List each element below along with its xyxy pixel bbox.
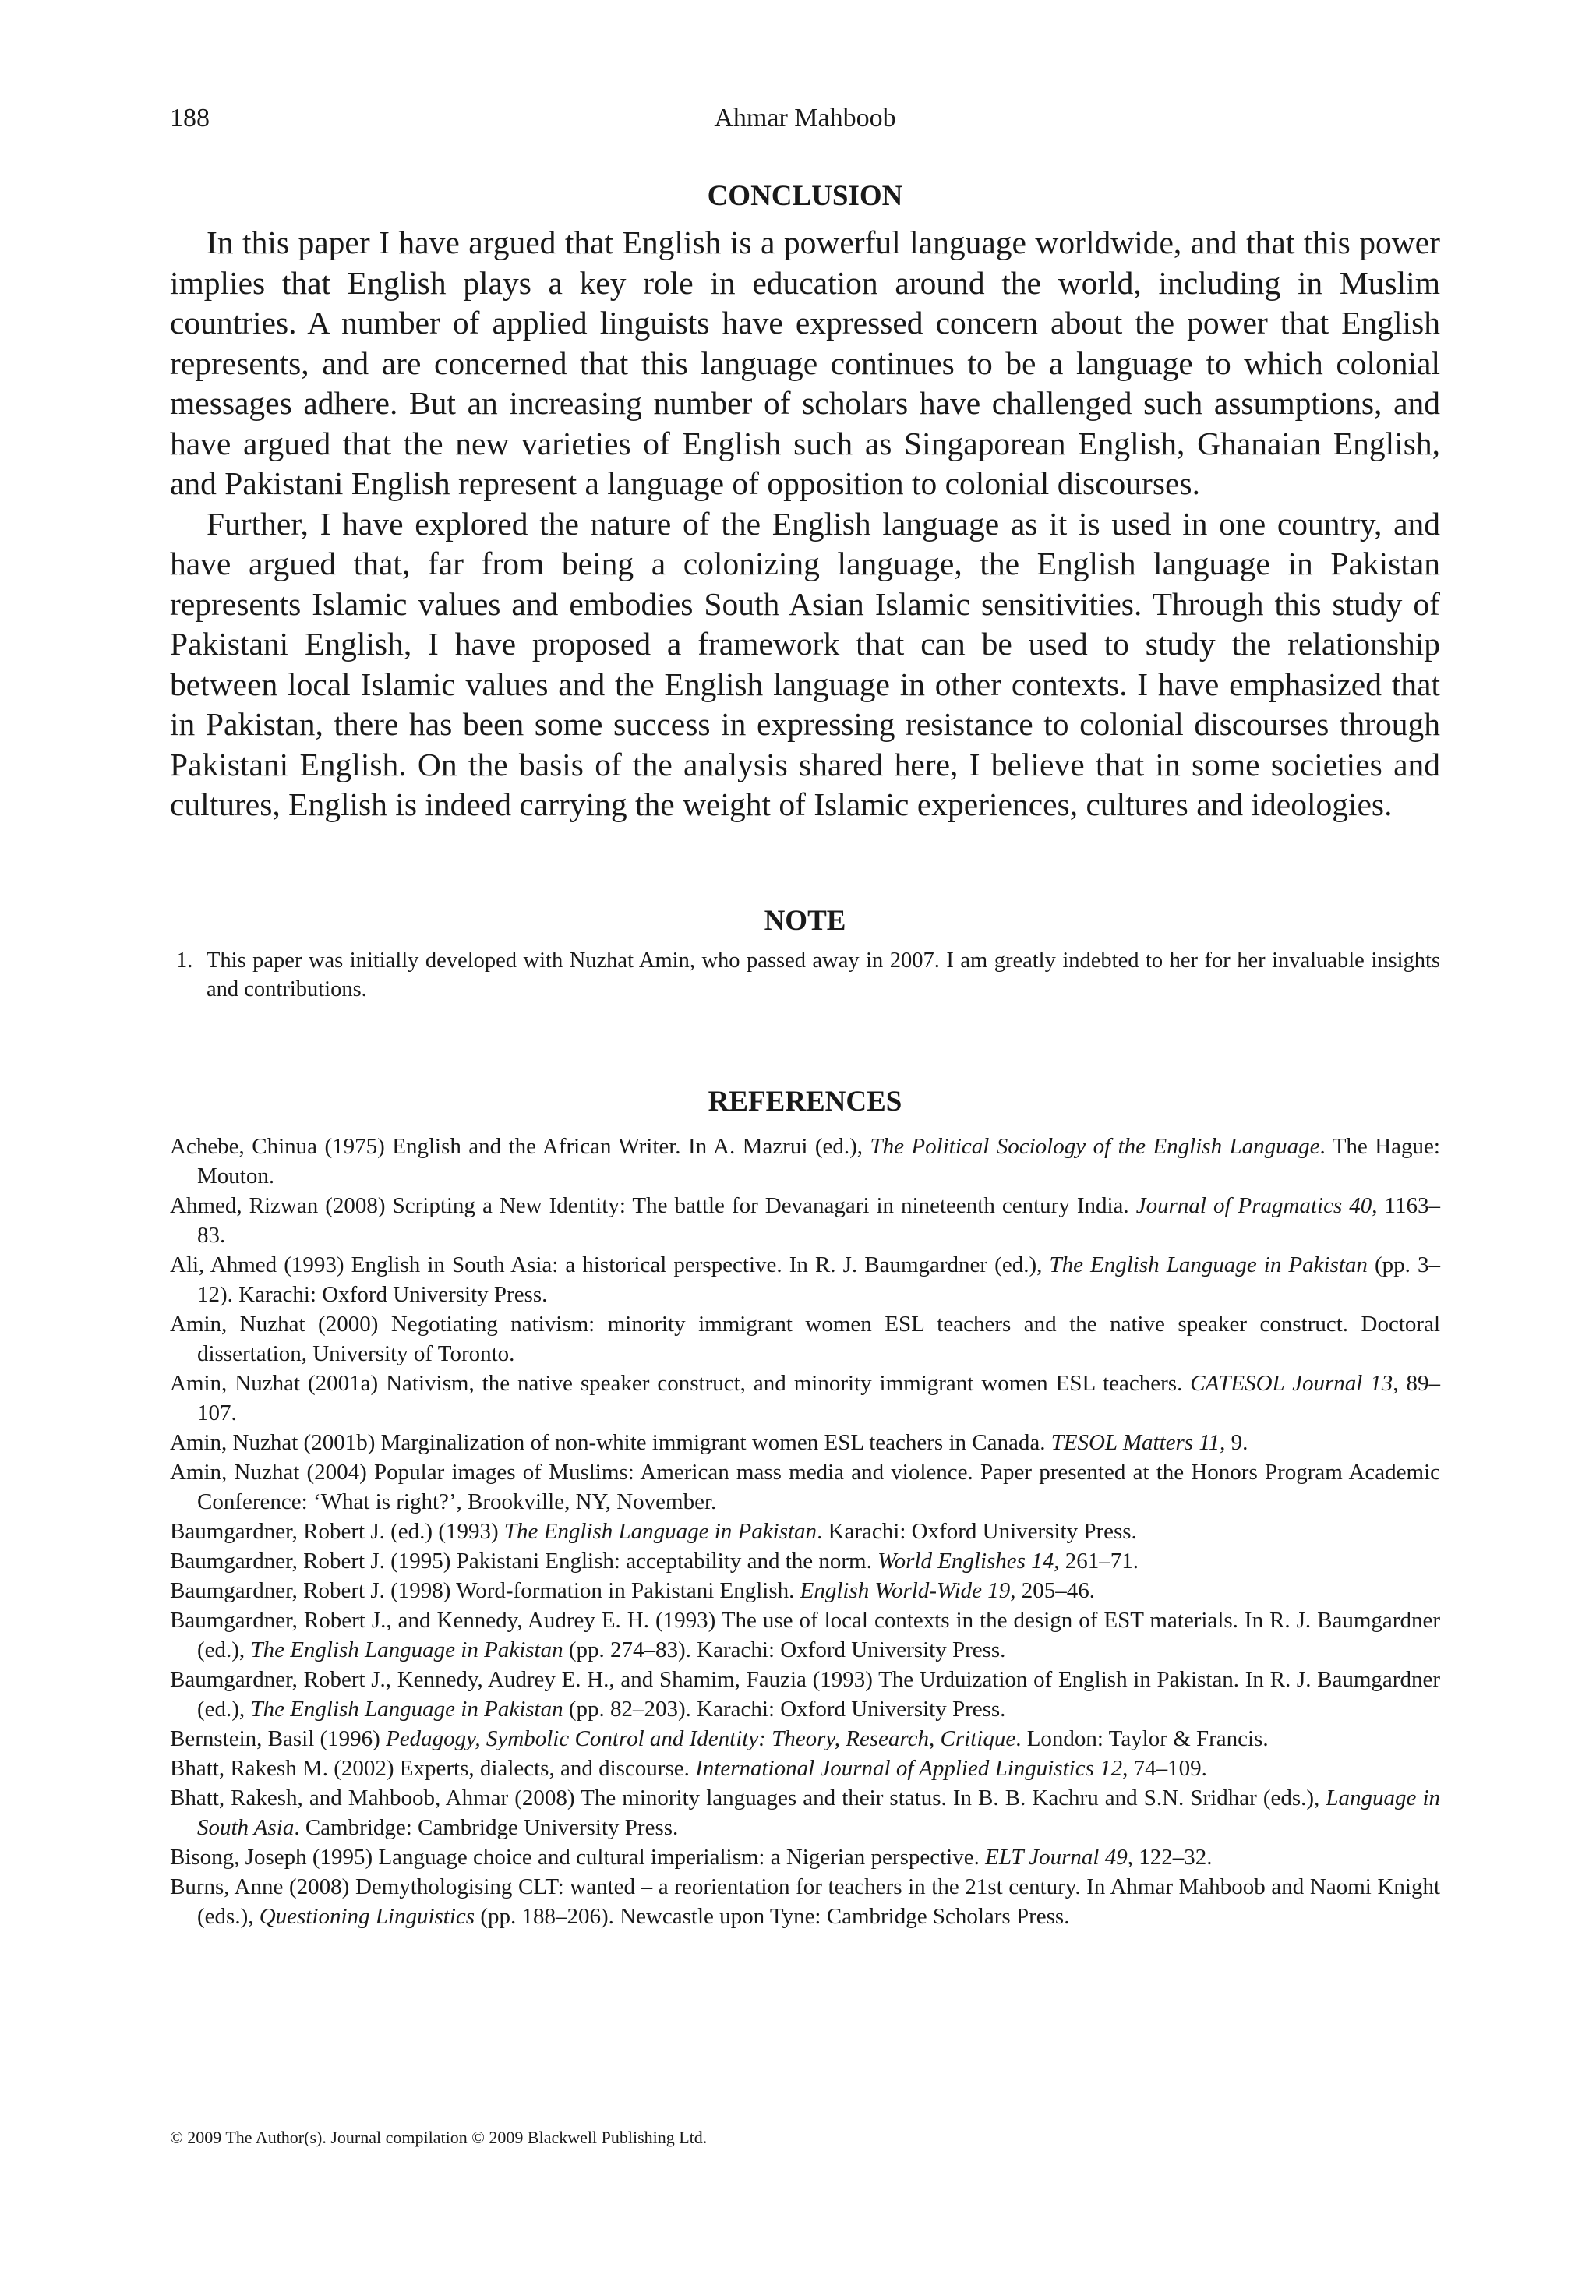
reference-italic-title: Pedagogy, Symbolic Control and Identity: Theory, Research, Critique — [386, 1726, 1016, 1751]
reference-text: , 74–109. — [1122, 1755, 1207, 1781]
reference-text: Bhatt, Rakesh, and Mahboob, Ahmar (2008) The minority languages and their status. In B. B. Kachru and S.N. Sridhar (eds.), — [170, 1785, 1326, 1810]
reference-entry — [170, 1309, 1440, 1369]
note-item — [170, 946, 1440, 1004]
reference-entry — [170, 1369, 1440, 1428]
reference-italic-title: ELT Journal 49 — [985, 1844, 1128, 1870]
reference-text: Bisong, Joseph (1995) Language choice and cultural imperialism: a Nigerian perspective. — [170, 1844, 986, 1870]
reference-text: . The Hague: Mouton. — [197, 1133, 1440, 1189]
reference-entry — [170, 1724, 1440, 1754]
reference-entry — [170, 1191, 1440, 1250]
reference-italic-title: English World-Wide 19 — [800, 1577, 1011, 1603]
reference-entry — [170, 1665, 1440, 1724]
reference-text: , 205–46. — [1010, 1577, 1096, 1603]
conclusion-paragraph-2: Further, I have explored the nature of the English language as it is used in one country, and have argued that, far from being a colonizing language, the English language in Pakistan represents Islamic values and embodies South Asian Islamic sensitivities. Through this study of Pakistani English, I have proposed a framework that can be used to study the relationship between local Islamic values and the English language in other contexts. I have emphasized that in Pakistan, there has been some success in expressing resistance to colonial discourses through Pakistani English. On the basis of the analysis shared here, I believe that in some societies and cultures, English is indeed carrying the weight of Islamic experiences, cultures and ideologies. — [170, 505, 1440, 822]
reference-entry — [170, 1250, 1440, 1309]
reference-text: , 9. — [1220, 1429, 1248, 1455]
reference-text: Amin, Nuzhat (2004) Popular images of Muslims: American mass media and violence. Paper presented at the Honors Program Academic Conference: ‘What is right?’, Brookville, NY, November. — [170, 1459, 1440, 1514]
reference-text: . Cambridge: Cambridge University Press. — [294, 1814, 679, 1840]
reference-entry — [170, 1428, 1440, 1457]
reference-italic-title: The English Language in Pakistan — [250, 1637, 563, 1662]
article-body — [170, 178, 1440, 1931]
reference-text: Bhatt, Rakesh M. (2002) Experts, dialects, and discourse. — [170, 1755, 696, 1781]
note-list — [170, 946, 1440, 1004]
reference-entry — [170, 1132, 1440, 1191]
reference-text: (pp. 3–12). Karachi: Oxford University Press. — [197, 1252, 1440, 1307]
reference-text: Burns, Anne (2008) Demythologising CLT: wanted – a reorientation for teachers in the 21st century. In Ahmar Mahboob and Naomi Knight (eds.), — [170, 1874, 1440, 1929]
reference-italic-title: Journal of Pragmatics 40 — [1135, 1192, 1372, 1218]
note-number: 1. — [176, 948, 193, 973]
reference-entry — [170, 1605, 1440, 1665]
reference-entry — [170, 1546, 1440, 1576]
reference-text: Baumgardner, Robert J., Kennedy, Audrey E. H., and Shamim, Fauzia (1993) The Urduization of English in Pakistan. In R. J. Baumgardner (ed.), — [170, 1666, 1440, 1722]
reference-italic-title: World Englishes 14 — [877, 1548, 1054, 1574]
reference-italic-title: The English Language in Pakistan — [250, 1696, 563, 1722]
reference-italic-title: CATESOL Journal 13 — [1190, 1370, 1393, 1396]
reference-entry — [170, 1783, 1440, 1842]
reference-text: . London: Taylor & Francis. — [1015, 1726, 1269, 1751]
reference-text: Baumgardner, Robert J. (ed.) (1993) — [170, 1518, 504, 1544]
reference-list — [170, 1132, 1440, 1931]
note-heading: NOTE — [764, 904, 846, 937]
reference-text: Baumgardner, Robert J., and Kennedy, Audrey E. H. (1993) The use of local contexts in the design of EST materials. In R. J. Baumgardner (ed.), — [170, 1607, 1440, 1662]
references-section — [170, 1083, 1440, 1931]
reference-text: Ahmed, Rizwan (2008) Scripting a New Identity: The battle for Devanagari in nineteenth century India. — [170, 1192, 1136, 1218]
reference-italic-title: TESOL Matters 11 — [1050, 1429, 1220, 1455]
reference-text: , 1163–83. — [197, 1192, 1440, 1248]
reference-text: Bernstein, Basil (1996) — [170, 1726, 387, 1751]
conclusion-section — [170, 178, 1440, 825]
reference-text: Baumgardner, Robert J. (1995) Pakistani English: acceptability and the norm. — [170, 1548, 878, 1574]
reference-text: Amin, Nuzhat (2001b) Marginalization of non-white immigrant women ESL teachers in Canada. — [170, 1429, 1051, 1455]
reference-italic-title: The English Language in Pakistan — [1049, 1252, 1368, 1277]
running-head — [170, 100, 1440, 137]
reference-entry — [170, 1754, 1440, 1783]
reference-text: (pp. 82–203). Karachi: Oxford University Press. — [563, 1696, 1006, 1722]
reference-text: , 89–107. — [197, 1370, 1441, 1425]
reference-italic-title: The Political Sociology of the English Language — [870, 1133, 1320, 1159]
reference-text: . Karachi: Oxford University Press. — [817, 1518, 1137, 1544]
reference-entry — [170, 1872, 1440, 1931]
reference-text: Amin, Nuzhat (2000) Negotiating nativism: minority immigrant women ESL teachers and the native speaker construct. Doctoral dissertation, University of Toronto. — [170, 1311, 1440, 1366]
reference-text: , 261–71. — [1054, 1548, 1139, 1574]
copyright-footer: © 2009 The Author(s). Journal compilation © 2009 Blackwell Publishing Ltd. — [170, 2128, 708, 2147]
reference-italic-title: Language in South Asia — [197, 1785, 1441, 1840]
running-head-author: Ahmar Mahboob — [714, 104, 896, 132]
conclusion-paragraph-1: In this paper I have argued that English is a powerful language worldwide, and that this power implies that English plays a key role in education around the world, including in Muslim countries. A number of applied linguists have expressed concern about the power that English represents, and are concerned that this language continues to be a language to which colonial messages adhere. But an increasing number of scholars have challenged such assumptions, and have argued that the new varieties of English such as Singaporean English, Ghanaian English, and Pakistani English represent a language of opposition to colonial discourses. — [170, 224, 1440, 501]
reference-entry — [170, 1517, 1440, 1546]
reference-text: Achebe, Chinua (1975) English and the African Writer. In A. Mazrui (ed.), — [170, 1133, 870, 1159]
reference-entry — [170, 1842, 1440, 1872]
reference-entry — [170, 1457, 1440, 1517]
reference-text: , 122–32. — [1127, 1844, 1213, 1870]
reference-italic-title: International Journal of Applied Linguistics 12 — [695, 1755, 1123, 1781]
reference-text: Ali, Ahmed (1993) English in South Asia: a historical perspective. In R. J. Baumgardner (ed.), — [170, 1252, 1050, 1277]
reference-italic-title: Questioning Linguistics — [259, 1903, 475, 1929]
references-heading: REFERENCES — [708, 1085, 902, 1118]
conclusion-heading: CONCLUSION — [707, 180, 903, 212]
reference-text: (pp. 188–206). Newcastle upon Tyne: Cambridge Scholars Press. — [475, 1903, 1070, 1929]
reference-text: (pp. 274–83). Karachi: Oxford University Press. — [563, 1637, 1006, 1662]
reference-text: Amin, Nuzhat (2001a) Nativism, the native speaker construct, and minority immigrant women ESL teachers. — [170, 1370, 1191, 1396]
reference-italic-title: The English Language in Pakistan — [503, 1518, 817, 1544]
page-number: 188 — [170, 104, 210, 132]
note-text: This paper was initially developed with Nuzhat Amin, who passed away in 2007. I am greatly indebted to her for her invaluable insights and contributions. — [207, 948, 1440, 1001]
reference-entry — [170, 1576, 1440, 1605]
reference-text: Baumgardner, Robert J. (1998) Word-formation in Pakistani English. — [170, 1577, 800, 1603]
note-section — [170, 903, 1440, 1004]
